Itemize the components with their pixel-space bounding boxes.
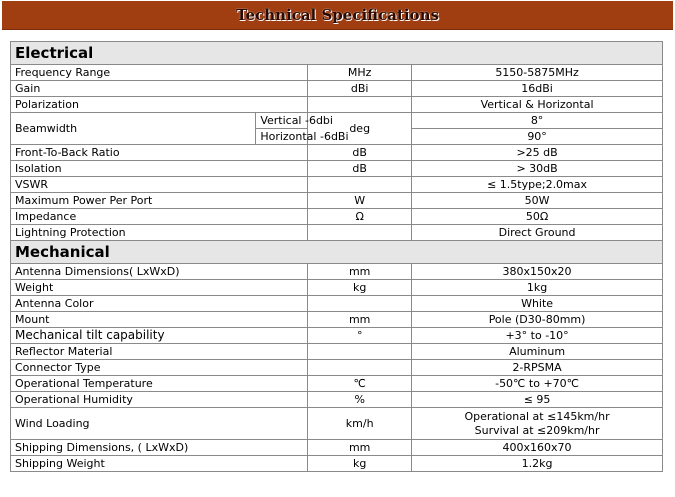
spec-unit: Ω xyxy=(308,209,412,225)
spec-value: > 30dB xyxy=(412,161,663,177)
spec-value: 50Ω xyxy=(412,209,663,225)
spec-unit: % xyxy=(308,392,412,408)
table-row xyxy=(11,113,663,129)
spec-unit xyxy=(308,97,412,113)
spec-name: Polarization xyxy=(11,97,308,113)
spec-unit xyxy=(308,177,412,193)
spec-name: Mechanical tilt capability xyxy=(11,328,308,344)
spec-value: Aluminum xyxy=(412,344,663,360)
spec-name: Maximum Power Per Port xyxy=(11,193,308,209)
table-row xyxy=(11,145,663,161)
table-row xyxy=(11,392,663,408)
spec-unit: mm xyxy=(308,264,412,280)
table-row xyxy=(11,456,663,472)
spec-name: Front-To-Back Ratio xyxy=(11,145,308,161)
spec-name: Connector Type xyxy=(11,360,308,376)
spec-value: 50W xyxy=(412,193,663,209)
spec-unit xyxy=(308,225,412,241)
spec-value xyxy=(412,408,663,440)
spec-value: +3° to -10° xyxy=(412,328,663,344)
spec-unit: mm xyxy=(308,440,412,456)
spec-value: 1.2kg xyxy=(412,456,663,472)
table-row xyxy=(11,97,663,113)
spec-value: 5150-5875MHz xyxy=(412,65,663,81)
table-row xyxy=(11,360,663,376)
spec-value-line: Survival at ≤209km/hr xyxy=(474,423,600,437)
section-heading: Electrical xyxy=(11,42,663,65)
spec-name: VSWR xyxy=(11,177,308,193)
spec-name: Shipping Weight xyxy=(11,456,308,472)
spec-value: White xyxy=(412,296,663,312)
spec-unit xyxy=(308,360,412,376)
table-row xyxy=(11,209,663,225)
spec-value: 1kg xyxy=(412,280,663,296)
spec-subname: Horizontal -6dBi xyxy=(256,129,308,145)
table-row xyxy=(11,225,663,241)
spec-unit: dB xyxy=(308,145,412,161)
spec-unit: ℃ xyxy=(308,376,412,392)
section-electrical xyxy=(11,42,663,65)
table-row xyxy=(11,65,663,81)
spec-name: Gain xyxy=(11,81,308,97)
spec-name: Antenna Color xyxy=(11,296,308,312)
spec-value: Pole (D30-80mm) xyxy=(412,312,663,328)
spec-unit: W xyxy=(308,193,412,209)
table-row xyxy=(11,177,663,193)
spec-value: >25 dB xyxy=(412,145,663,161)
table-row xyxy=(11,161,663,177)
spec-name: Reflector Material xyxy=(11,344,308,360)
table-row xyxy=(11,264,663,280)
spec-unit: kg xyxy=(308,280,412,296)
spec-name: Lightning Protection xyxy=(11,225,308,241)
title-banner xyxy=(2,1,673,30)
spec-value: 90° xyxy=(412,129,663,145)
spec-value: Direct Ground xyxy=(412,225,663,241)
spec-value: -50℃ to +70℃ xyxy=(412,376,663,392)
table-row xyxy=(11,280,663,296)
spec-unit: km/h xyxy=(308,408,412,440)
spec-value: 16dBi xyxy=(412,81,663,97)
spec-name: Operational Temperature xyxy=(11,376,308,392)
spec-name: Beamwidth xyxy=(11,113,256,145)
spec-name: Frequency Range xyxy=(11,65,308,81)
spec-value: ≤ 1.5type;2.0max xyxy=(412,177,663,193)
table-row xyxy=(11,328,663,344)
spec-value-line: Operational at ≤145km/hr xyxy=(464,409,610,423)
table-row xyxy=(11,440,663,456)
spec-value: ≤ 95 xyxy=(412,392,663,408)
table-row xyxy=(11,312,663,328)
table-row xyxy=(11,344,663,360)
spec-name: Isolation xyxy=(11,161,308,177)
spec-unit xyxy=(308,344,412,360)
spec-value: 380x150x20 xyxy=(412,264,663,280)
spec-name: Antenna Dimensions( LxWxD) xyxy=(11,264,308,280)
spec-name: Wind Loading xyxy=(11,408,308,440)
spec-unit xyxy=(308,296,412,312)
spec-value: Vertical & Horizontal xyxy=(412,97,663,113)
spec-unit: kg xyxy=(308,456,412,472)
spec-value: 400x160x70 xyxy=(412,440,663,456)
section-mechanical xyxy=(11,241,663,264)
table-row xyxy=(11,81,663,97)
spec-name: Impedance xyxy=(11,209,308,225)
spec-unit: dBi xyxy=(308,81,412,97)
spec-name: Operational Humidity xyxy=(11,392,308,408)
spec-value: 2-RPSMA xyxy=(412,360,663,376)
spec-name: Weight xyxy=(11,280,308,296)
banner-title: Technical Specifications xyxy=(236,6,439,24)
table-row xyxy=(11,296,663,312)
spec-unit: MHz xyxy=(308,65,412,81)
spec-unit: dB xyxy=(308,161,412,177)
spec-name: Mount xyxy=(11,312,308,328)
spec-value: 8° xyxy=(412,113,663,129)
table-row xyxy=(11,408,663,440)
spec-name: Shipping Dimensions, ( LxWxD) xyxy=(11,440,308,456)
spec-subname: Vertical -6dbi xyxy=(256,113,308,129)
section-heading: Mechanical xyxy=(11,241,663,264)
spec-unit: ° xyxy=(308,328,412,344)
spec-unit: mm xyxy=(308,312,412,328)
spec-unit: deg xyxy=(308,113,412,145)
spec-table xyxy=(10,41,663,472)
table-row xyxy=(11,376,663,392)
table-row xyxy=(11,193,663,209)
